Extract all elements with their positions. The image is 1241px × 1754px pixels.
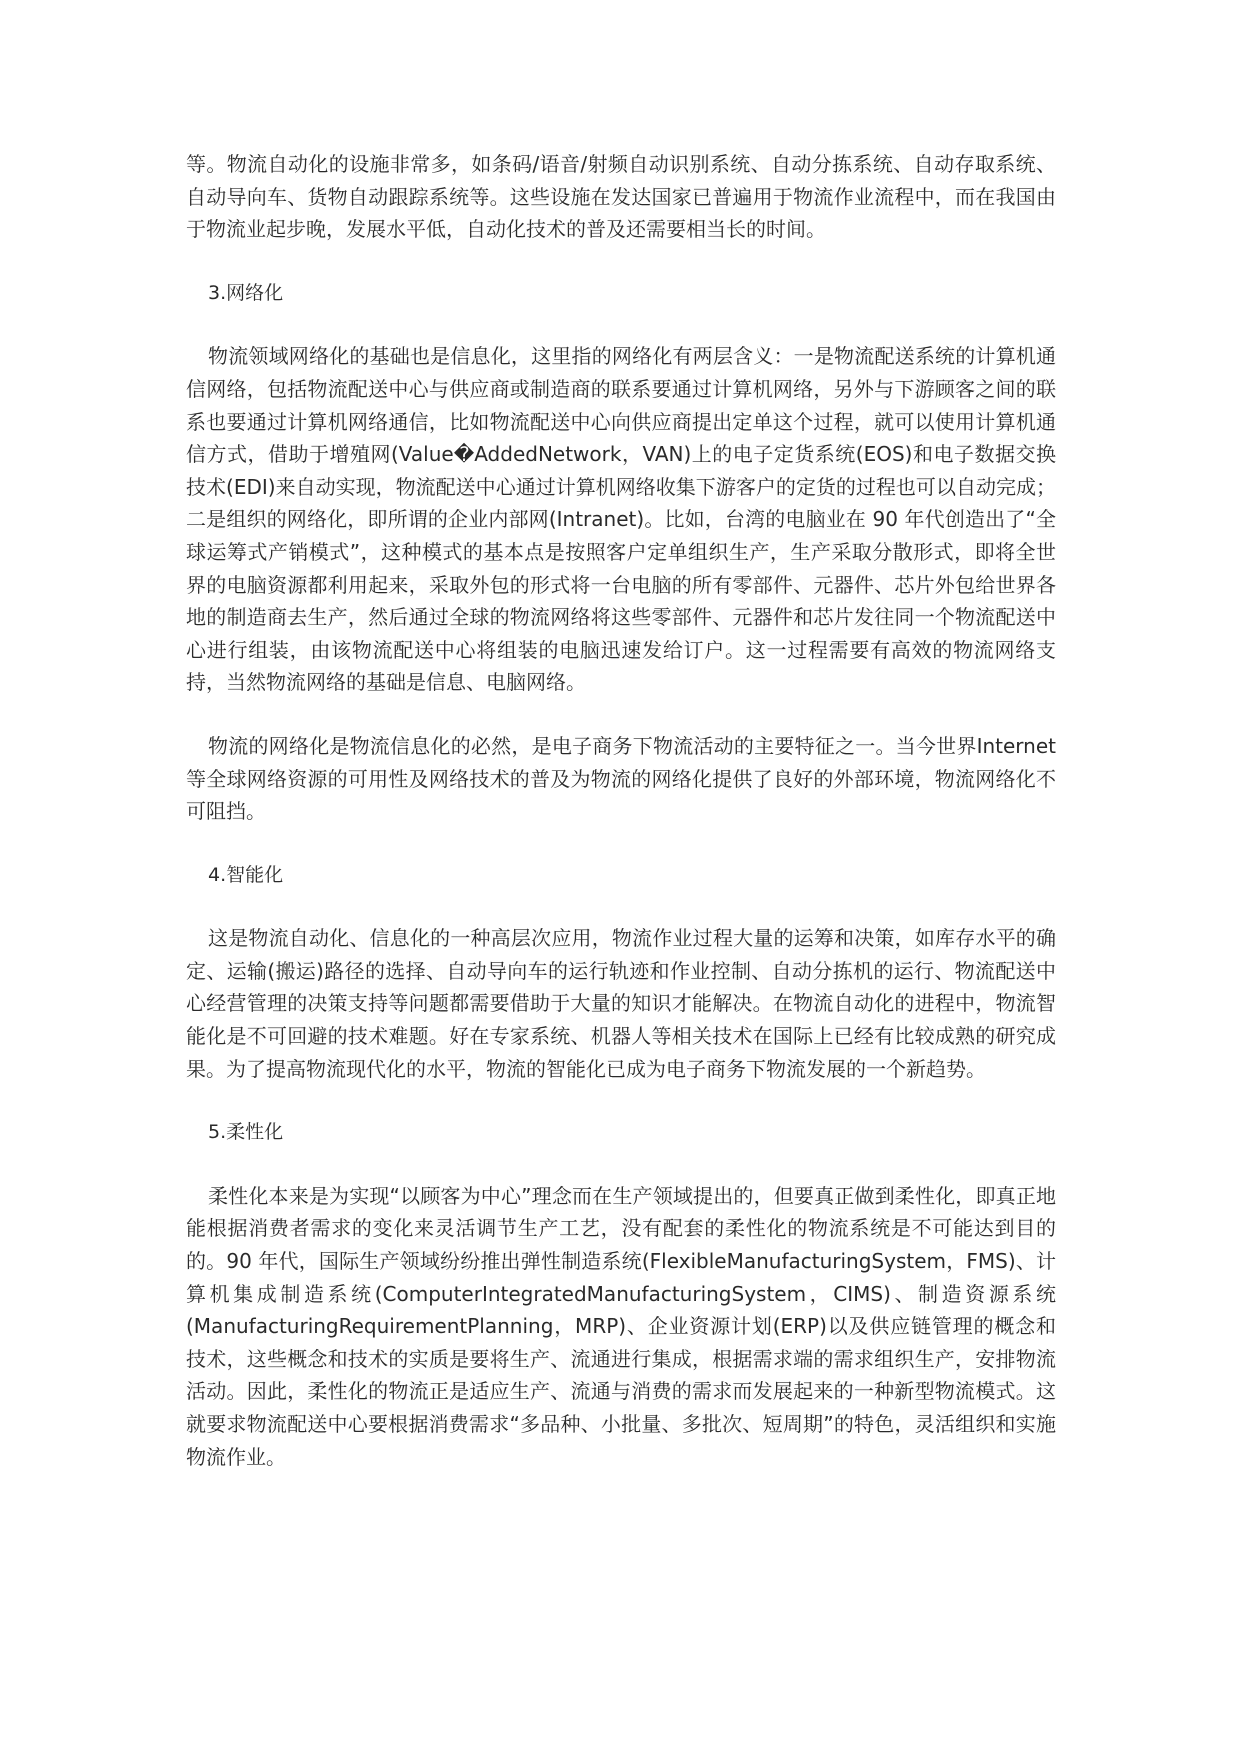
section-heading-networking: 3.网络化 [208,281,284,304]
document-page [186,148,1056,1504]
paragraph-flexible: 柔性化本来是为实现“以顾客为中心”理念而在生产领域提出的，但要真正做到柔性化，即真正地能根据消费者需求的变化来灵活调节生产工艺，没有配套的柔性化的物流系统是不可能达到目的的。90 年代，国际生产领域纷纷推出弹性制造系统(FlexibleManufacturingSystem，FMS)、计算机集成制造系统(ComputerIntegratedManufacturingSystem，CIMS)、制造资源系统(ManufacturingRequirementPlanning，MRP)、企业资源计划(ERP)以及供应链管理的概念和技术，这些概念和技术的实质是要将生产、流通进行集成，根据需求端的需求组织生产，安排物流活动。因此，柔性化的物流正是适应生产、流通与消费的需求而发展起来的一种新型物流模式。这就要求物流配送中心要根据消费需求“多品种、小批量、多批次、短周期”的特色，灵活组织和实施物流作业。 [186,1183,1056,1469]
paragraph-intelligent: 这是物流自动化、信息化的一种高层次应用，物流作业过程大量的运筹和决策，如库存水平的确定、运输(搬运)路径的选择、自动导向车的运行轨迹和作业控制、自动分拣机的运行、物流配送中心经营管理的决策支持等问题都需要借助于大量的知识才能解决。在物流自动化的进程中，物流智能化是不可回避的技术难题。好在专家系统、机器人等相关技术在国际上已经有比较成熟的研究成果。为了提高物流现代化的水平，物流的智能化已成为电子商务下物流发展的一个新趋势。 [186,926,1056,1081]
paragraph-automation-intro: 等。物流自动化的设施非常多，如条码/语音/射频自动识别系统、自动分拣系统、自动存取系统、自动导向车、货物自动跟踪系统等。这些设施在发达国家已普遍用于物流作业流程中，而在我国由于物流业起步晚，发展水平低，自动化技术的普及还需要相当长的时间。 [186,152,1056,242]
section-heading-intelligent: 4.智能化 [208,863,284,886]
paragraph-networking-1: 物流领域网络化的基础也是信息化，这里指的网络化有两层含义：一是物流配送系统的计算机通信网络，包括物流配送中心与供应商或制造商的联系要通过计算机网络，另外与下游顾客之间的联系也要通过计算机网络通信，比如物流配送中心向供应商提出定单这个过程，就可以使用计算机通信方式，借助于增殖网(Value�AddedNetwork，VAN)上的电子定货系统(EOS)和电子数据交换技术(EDI)来自动实现，物流配送中心通过计算机网络收集下游客户的定货的过程也可以自动完成；二是组织的网络化，即所谓的企业内部网(Intranet)。比如，台湾的电脑业在 90 年代创造出了“全球运筹式产销模式”，这种模式的基本点是按照客户定单组织生产，生产采取分散形式，即将全世界的电脑资源都利用起来，采取外包的形式将一台电脑的所有零部件、元器件、芯片外包给世界各地的制造商去生产，然后通过全球的物流网络将这些零部件、元器件和芯片发往同一个物流配送中心进行组装，由该物流配送中心将组装的电脑迅速发给订户。这一过程需要有高效的物流网络支持，当然物流网络的基础是信息、电脑网络。 [186,344,1056,695]
section-heading-flexible: 5.柔性化 [208,1121,284,1144]
paragraph-networking-2: 物流的网络化是物流信息化的必然，是电子商务下物流活动的主要特征之一。当今世界Internet等全球网络资源的可用性及网络技术的普及为物流的网络化提供了良好的外部环境，物流网络化不可阻挡。 [186,733,1056,824]
